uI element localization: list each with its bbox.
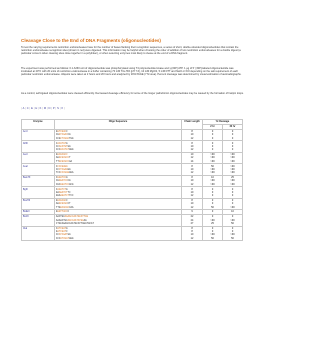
cleavage-percent: >90 [230, 153, 235, 157]
cleavage-percent: >90 [210, 156, 215, 160]
oligo-flank-3: GGA [69, 171, 74, 175]
cleavage-percent: >90 [230, 205, 235, 209]
chain-length: 8 [191, 230, 193, 234]
cleavage-20hr-values [223, 164, 243, 175]
cleavage-percent: 50 [211, 164, 214, 168]
chain-length: 8 [191, 187, 193, 191]
oligo-sequence [56, 206, 180, 209]
recognition-site: GTCGAC [58, 133, 68, 137]
nav-separator: | [63, 107, 65, 110]
table-row [22, 215, 243, 226]
cleavage-percent: 0 [211, 130, 214, 134]
cleavage-20hr-values [223, 129, 243, 140]
oligo-flank-5: G [55, 198, 58, 202]
cleavage-percent: 0 [231, 198, 234, 202]
cleavage-percent: 0 [211, 215, 214, 219]
oligo-sequences [55, 215, 182, 226]
recognition-site: GCGCGCC [58, 156, 70, 160]
cleavage-2hr-values [203, 187, 223, 198]
oligo-flank-3: G [66, 226, 68, 230]
chain-length: 10 [190, 153, 194, 157]
oligo-flank-3: GCG [69, 182, 74, 186]
recognition-site: ATCGAT [58, 233, 68, 237]
oligo-flank-5: AG [55, 156, 59, 160]
cleavage-percent: >90 [210, 171, 215, 175]
oligo-sequences [55, 198, 182, 209]
cleavage-20hr-values [223, 152, 243, 163]
recognition-site: GGATCC [60, 182, 70, 186]
table-row [22, 164, 243, 175]
oligo-flank-5: G [55, 130, 58, 134]
oligo-flank-3: AA [69, 159, 73, 163]
cleavage-20hr-values [223, 226, 243, 241]
oligo-flank-3: G [66, 141, 68, 145]
cleavage-2hr-values [203, 175, 223, 186]
chain-length: 27 [190, 221, 194, 225]
chain-length: 10 [190, 190, 194, 194]
cleavage-percent: 0 [231, 144, 234, 148]
recognition-site: ACATGT [57, 141, 67, 145]
cleavage-percent: 0 [211, 194, 214, 198]
enzyme-name[interactable]: AscI [22, 152, 55, 163]
oligo-flank-3: TCC [69, 194, 74, 198]
oligo-flank-3: C [66, 230, 68, 234]
recognition-site: CCCGAG [60, 171, 70, 175]
cleavage-2hr-values [203, 141, 223, 152]
recognition-site: GGATCC [57, 176, 67, 180]
oligo-flank-3: GG [67, 167, 71, 171]
oligo-flank-5: CC [55, 167, 59, 171]
recognition-site: ATCGAT [57, 226, 67, 230]
chain-length: 9 [191, 210, 193, 214]
header-chain-length: Chain Length [182, 120, 203, 130]
cleavage-percent: 0 [231, 230, 234, 234]
cleavage-percent: 50 [211, 205, 214, 209]
table-row [22, 141, 243, 152]
cleavage-percent: >90 [210, 153, 215, 157]
chain-length: 10 [190, 144, 194, 148]
oligo-sequence [56, 171, 180, 174]
cleavage-percent: 0 [211, 144, 214, 148]
enzyme-name[interactable]: BssHII [22, 198, 55, 209]
method-paragraph: The experiment was performed as follows: 0.1 A260 unit of oligonucleotide was phosphorylated using T4 polynucleotide kinase and γ-[32P] ATP. 1 µg of 5´ [32P]-labeled oligonucleotide was incubated at 20°C with 20 units of restriction endonuclease in a buffer containing 70 mM Tris-HCl (pH 7.6), 10 mM MgCl2, 5 mM DTT and NaCl or KCl depending on the salt requirement of each particular restriction endonuclease. Aliquots were taken at 2 hours and 20 hours and analyzed by 20% PAGE (7 M urea). Percent cleavage was determined by visual estimation of autoradiographs. [21, 67, 242, 77]
nav-letter-p[interactable]: P [52, 107, 55, 110]
oligo-flank-5: CTGCAGAACCAATGCATTGG [55, 221, 86, 225]
nav-letter-a[interactable]: A [22, 107, 25, 110]
nav-separator: | [21, 107, 22, 110]
oligo-sequences [55, 187, 182, 198]
intro-paragraph: To test the varying requirements restriction endonucleases have for the number of bases flanking their recognition sequences, a series of short, double-stranded oligonucleotides that contain the restriction endonuclease recognition sites (shown in red) were digested. This information may be helpful when choosing the order of addition of two restriction endonucleases for a double digest (a particular concern when cleaving sites close together in a polylinker), or when selecting enzymes most likely to cleave at the end of a DNA fragment. [21, 46, 241, 56]
cleavage-percent: 10 [231, 210, 234, 214]
cleavage-percent: >90 [210, 182, 215, 186]
chain-length-values [182, 129, 203, 140]
chain-length: 12 [190, 194, 194, 198]
cleavage-percent: 0 [211, 133, 214, 137]
page-title: Cleavage Close to the End of DNA Fragments (oligonucleotides) [21, 38, 161, 43]
chain-length: 14 [190, 159, 194, 163]
chain-length: 8 [191, 198, 193, 202]
oligo-sequence [56, 237, 180, 240]
oligo-flank-5: C [55, 176, 58, 180]
header-oligo: Oligo Sequence [55, 120, 182, 130]
cleavage-percent: >90 [210, 159, 215, 163]
cleavage-percent: 0 [211, 198, 214, 202]
chain-length: 8 [191, 176, 193, 180]
table-row [22, 152, 243, 163]
chain-length-values [182, 226, 203, 241]
cleavage-percent: 0 [211, 230, 214, 234]
oligo-flank-5: CG [55, 179, 59, 183]
chain-length: 10 [190, 167, 194, 171]
cleavage-20hr-values [223, 215, 243, 226]
oligo-flank-5: GGA [55, 194, 61, 198]
oligo-sequences [55, 141, 182, 152]
oligo-sequence [56, 148, 180, 151]
oligo-sequence [56, 210, 180, 213]
cleavage-percent: 0 [211, 202, 214, 206]
chain-length-values [182, 164, 203, 175]
oligo-flank-3: C [66, 198, 68, 202]
recognition-site: ATCGAT [60, 236, 70, 240]
cleavage-percent: 0 [211, 226, 214, 230]
enzyme-name[interactable]: AflIII [22, 141, 55, 152]
oligo-flank-5: CGC [55, 182, 61, 186]
header-percent-cleavage: % Cleavage [203, 120, 243, 125]
oligo-flank-5: G [55, 153, 58, 157]
chain-length: 12 [190, 236, 194, 240]
recognition-site: AGAACCAATGCATTGG [64, 215, 89, 219]
cleavage-2hr-values [203, 226, 223, 241]
oligo-flank-3: AA [83, 218, 87, 222]
cleavage-percent: 0 [231, 130, 234, 134]
oligo-flank-3: G [66, 176, 68, 180]
oligo-flank-3: G [66, 187, 68, 191]
cleavage-percent: >90 [210, 167, 215, 171]
header-20hr: 20 hr [223, 124, 243, 129]
nav-letter-n[interactable]: N [48, 107, 51, 110]
nav-separator: | [59, 107, 61, 110]
recognition-site: AGCCAATATGG [67, 218, 84, 222]
nav-letter-e[interactable]: E [31, 107, 33, 110]
alphabet-nav [21, 107, 65, 110]
table-row [22, 175, 243, 186]
recognition-site: GCGCGCC [58, 159, 70, 163]
cleavage-percent: >90 [230, 179, 235, 183]
oligo-sequences [55, 129, 182, 140]
oligo-flank-3: GG [67, 144, 71, 148]
oligo-flank-3: TGG [69, 136, 74, 140]
oligo-sequences [55, 175, 182, 186]
oligo-sequence [56, 160, 180, 163]
table-row [22, 198, 243, 209]
oligo-flank-5: TTG [55, 205, 61, 209]
chain-length-values [182, 198, 203, 209]
cleavage-percent: 0 [211, 187, 214, 191]
table-row [22, 129, 243, 140]
oligo-flank-3: C [67, 210, 70, 214]
oligo-sequences [55, 164, 182, 175]
oligo-flank-5: CCC [55, 236, 61, 240]
chain-length-values [182, 215, 203, 226]
nav-separator: | [46, 107, 48, 110]
cleavage-20hr-values [223, 141, 243, 152]
nav-letter-k[interactable]: K [39, 107, 42, 110]
cleavage-percent: 10 [211, 176, 214, 180]
cleavage-percent: 0 [231, 187, 234, 191]
oligo-sequence [56, 222, 180, 225]
recognition-site: GCGCGCC [57, 153, 68, 157]
chain-length-values [182, 187, 203, 198]
oligo-flank-5: CC [55, 144, 59, 148]
oligo-flank-5: AG [55, 202, 59, 206]
table-row [22, 187, 243, 198]
cleavage-percent: >90 [230, 171, 235, 175]
cleavage-percent: 0 [231, 190, 234, 194]
oligo-flank-3: CAA [69, 205, 74, 209]
cleavage-percent: 0 [211, 148, 214, 152]
nav-separator: | [33, 107, 35, 110]
cleavage-percent: >90 [230, 164, 235, 168]
chain-length: 12 [190, 182, 194, 186]
oligo-flank-3: ATGCAT [85, 221, 94, 225]
oligo-flank-5: C [55, 164, 58, 168]
oligo-flank-5: G [55, 210, 58, 214]
cleavage-percent: 0 [211, 210, 214, 214]
nav-separator: | [25, 107, 26, 110]
oligo-flank-5: TCC [55, 171, 61, 175]
chain-length-values [182, 175, 203, 186]
recognition-site: GTCGAC [57, 130, 67, 134]
chain-length: 12 [190, 171, 194, 175]
oligo-flank-5: CCC [55, 148, 61, 152]
chain-length: 12 [190, 156, 194, 160]
recognition-site: ATCGAT [57, 230, 67, 234]
oligo-flank-5: GA [55, 190, 59, 194]
nav-letter-c[interactable]: C [26, 107, 29, 110]
chain-length-values [182, 141, 203, 152]
recognition-site: GGTTACC [57, 210, 68, 214]
cleavage-percent: 0 [231, 148, 234, 152]
cleavage-2hr-values [203, 152, 223, 163]
recognition-site: GCGCGC [57, 198, 67, 202]
recognition-site: AGATCT [58, 190, 68, 194]
chain-length-values [182, 152, 203, 163]
oligo-flank-5: AAAACTGC [55, 218, 68, 222]
cleavage-2hr-values [203, 129, 223, 140]
cleavage-percent: 0 [231, 141, 234, 145]
nav-separator: | [55, 107, 57, 110]
table-row [22, 226, 243, 241]
oligo-flank-3: CG [67, 133, 71, 137]
enzyme-name[interactable]: BstEII [22, 210, 55, 215]
enzyme-name[interactable]: BglII [22, 187, 55, 198]
recognition-site: AGATCT [60, 194, 70, 198]
cleavage-percent: 0 [211, 136, 214, 140]
nav-separator: | [42, 107, 43, 110]
cleavage-percent: 0 [231, 194, 234, 198]
oligo-flank-5: C [55, 141, 58, 145]
cleavage-percent: 0 [211, 190, 214, 194]
chain-length: 12 [190, 136, 194, 140]
oligo-flank-3: T [69, 156, 71, 160]
cleavage-2hr-values [203, 215, 223, 226]
nav-letter-s[interactable]: S [57, 107, 59, 110]
cleavage-percent: 0 [231, 202, 234, 206]
cleavage-percent: 50 [231, 236, 234, 240]
oligo-flank-5: AACTGC [55, 215, 65, 219]
recognition-site: CTCGAG [58, 167, 68, 171]
cleavage-percent: >90 [230, 233, 235, 237]
chain-length: 24 [190, 218, 194, 222]
oligo-flank-3: CT [67, 202, 71, 206]
enzyme-name[interactable]: ClaI [22, 226, 55, 241]
chain-length: 8 [191, 164, 193, 168]
oligo-flank-5: C [55, 187, 58, 191]
oligo-flank-3: GGG [69, 148, 74, 152]
header-2hr: 2 hr [203, 124, 223, 129]
chain-length: 10 [190, 202, 194, 206]
cleavage-percent: 50 [211, 236, 214, 240]
cleavage-percent: 0 [211, 141, 214, 145]
chain-length: 8 [191, 130, 193, 134]
oligo-flank-5: TT [55, 159, 59, 163]
nav-separator: | [38, 107, 39, 110]
oligo-flank-3: GGG [69, 236, 74, 240]
cleavage-20hr-values [223, 198, 243, 209]
oligo-flank-5: CG [55, 133, 59, 137]
cleavage-percent: >90 [230, 167, 235, 171]
oligo-flank-5: CC [55, 233, 59, 237]
nav-letter-h[interactable]: H [35, 107, 38, 110]
chain-length: 10 [190, 133, 194, 137]
oligo-sequence [56, 194, 180, 197]
cleavage-percent: >90 [230, 156, 235, 160]
recognition-site: ACATGT [60, 148, 70, 152]
oligo-flank-3: GG [67, 233, 71, 237]
recognition-site: CCCGAGG [57, 164, 68, 168]
oligo-sequences [55, 226, 182, 241]
cleavage-percent: >90 [210, 218, 215, 222]
chain-length: 12 [190, 148, 194, 152]
cleavage-2hr-values [203, 198, 223, 209]
cleavage-2hr-values [203, 164, 223, 175]
recognition-site: GCGCGC [60, 205, 70, 209]
nav-letter-x[interactable]: X [61, 107, 63, 110]
oligo-flank-5: C [55, 226, 58, 230]
cleavage-table [21, 119, 243, 241]
recognition-site: AGATCT [57, 187, 67, 191]
oligo-flank-3: CG [67, 179, 71, 183]
cleavage-percent: 25 [231, 176, 234, 180]
chain-length: 22 [190, 215, 194, 219]
enzyme-name[interactable]: AvaI [22, 164, 55, 175]
chain-length: 10 [190, 233, 194, 237]
cleavage-percent: 0 [231, 136, 234, 140]
cleavage-20hr-values [223, 175, 243, 186]
oligo-sequence [56, 137, 180, 140]
oligo-flank-5: G [55, 230, 58, 234]
nav-letter-m[interactable]: M [43, 107, 47, 110]
cleavage-percent: 50 [231, 221, 234, 225]
cleavage-percent: 0 [231, 133, 234, 137]
cleavage-percent: >90 [230, 218, 235, 222]
chain-length: 12 [190, 205, 194, 209]
oligo-flank-3: C [66, 130, 68, 134]
recognition-site: GCGCGC [58, 202, 68, 206]
enzyme-name[interactable]: BstXI [22, 215, 55, 226]
nav-separator: | [51, 107, 52, 110]
enzyme-name[interactable]: BamHI [22, 175, 55, 186]
cleavage-percent: >90 [230, 182, 235, 186]
control-paragraph: As a control, self-ligated oligonucleotides were cleaved efficiently. Decreased cleavage efficiency for some of the longer palindromic oligonucleotides may be caused by the formation of hairpin loops. [21, 92, 244, 95]
cleavage-percent: 0 [231, 215, 234, 219]
chain-length: 8 [191, 141, 193, 145]
chain-length: 8 [191, 226, 193, 230]
header-enzyme: Enzyme [22, 120, 55, 130]
recognition-site: GGATCC [58, 179, 68, 183]
enzyme-name[interactable]: AccI [22, 129, 55, 140]
recognition-site: ACATGT [58, 144, 68, 148]
cleavage-percent: >90 [210, 179, 215, 183]
recognition-site: CTCGAC [60, 136, 70, 140]
cleavage-percent: >90 [210, 233, 215, 237]
cleavage-percent: >90 [230, 159, 235, 163]
oligo-flank-5: CCG [55, 136, 61, 140]
chain-length: 10 [190, 179, 194, 183]
oligo-flank-3: TC [67, 190, 71, 194]
cleavage-20hr-values [223, 187, 243, 198]
nav-separator: | [29, 107, 31, 110]
cleavage-percent: 0 [231, 226, 234, 230]
oligo-sequence [56, 183, 180, 186]
cleavage-percent: 25 [211, 221, 214, 225]
oligo-sequences [55, 152, 182, 163]
